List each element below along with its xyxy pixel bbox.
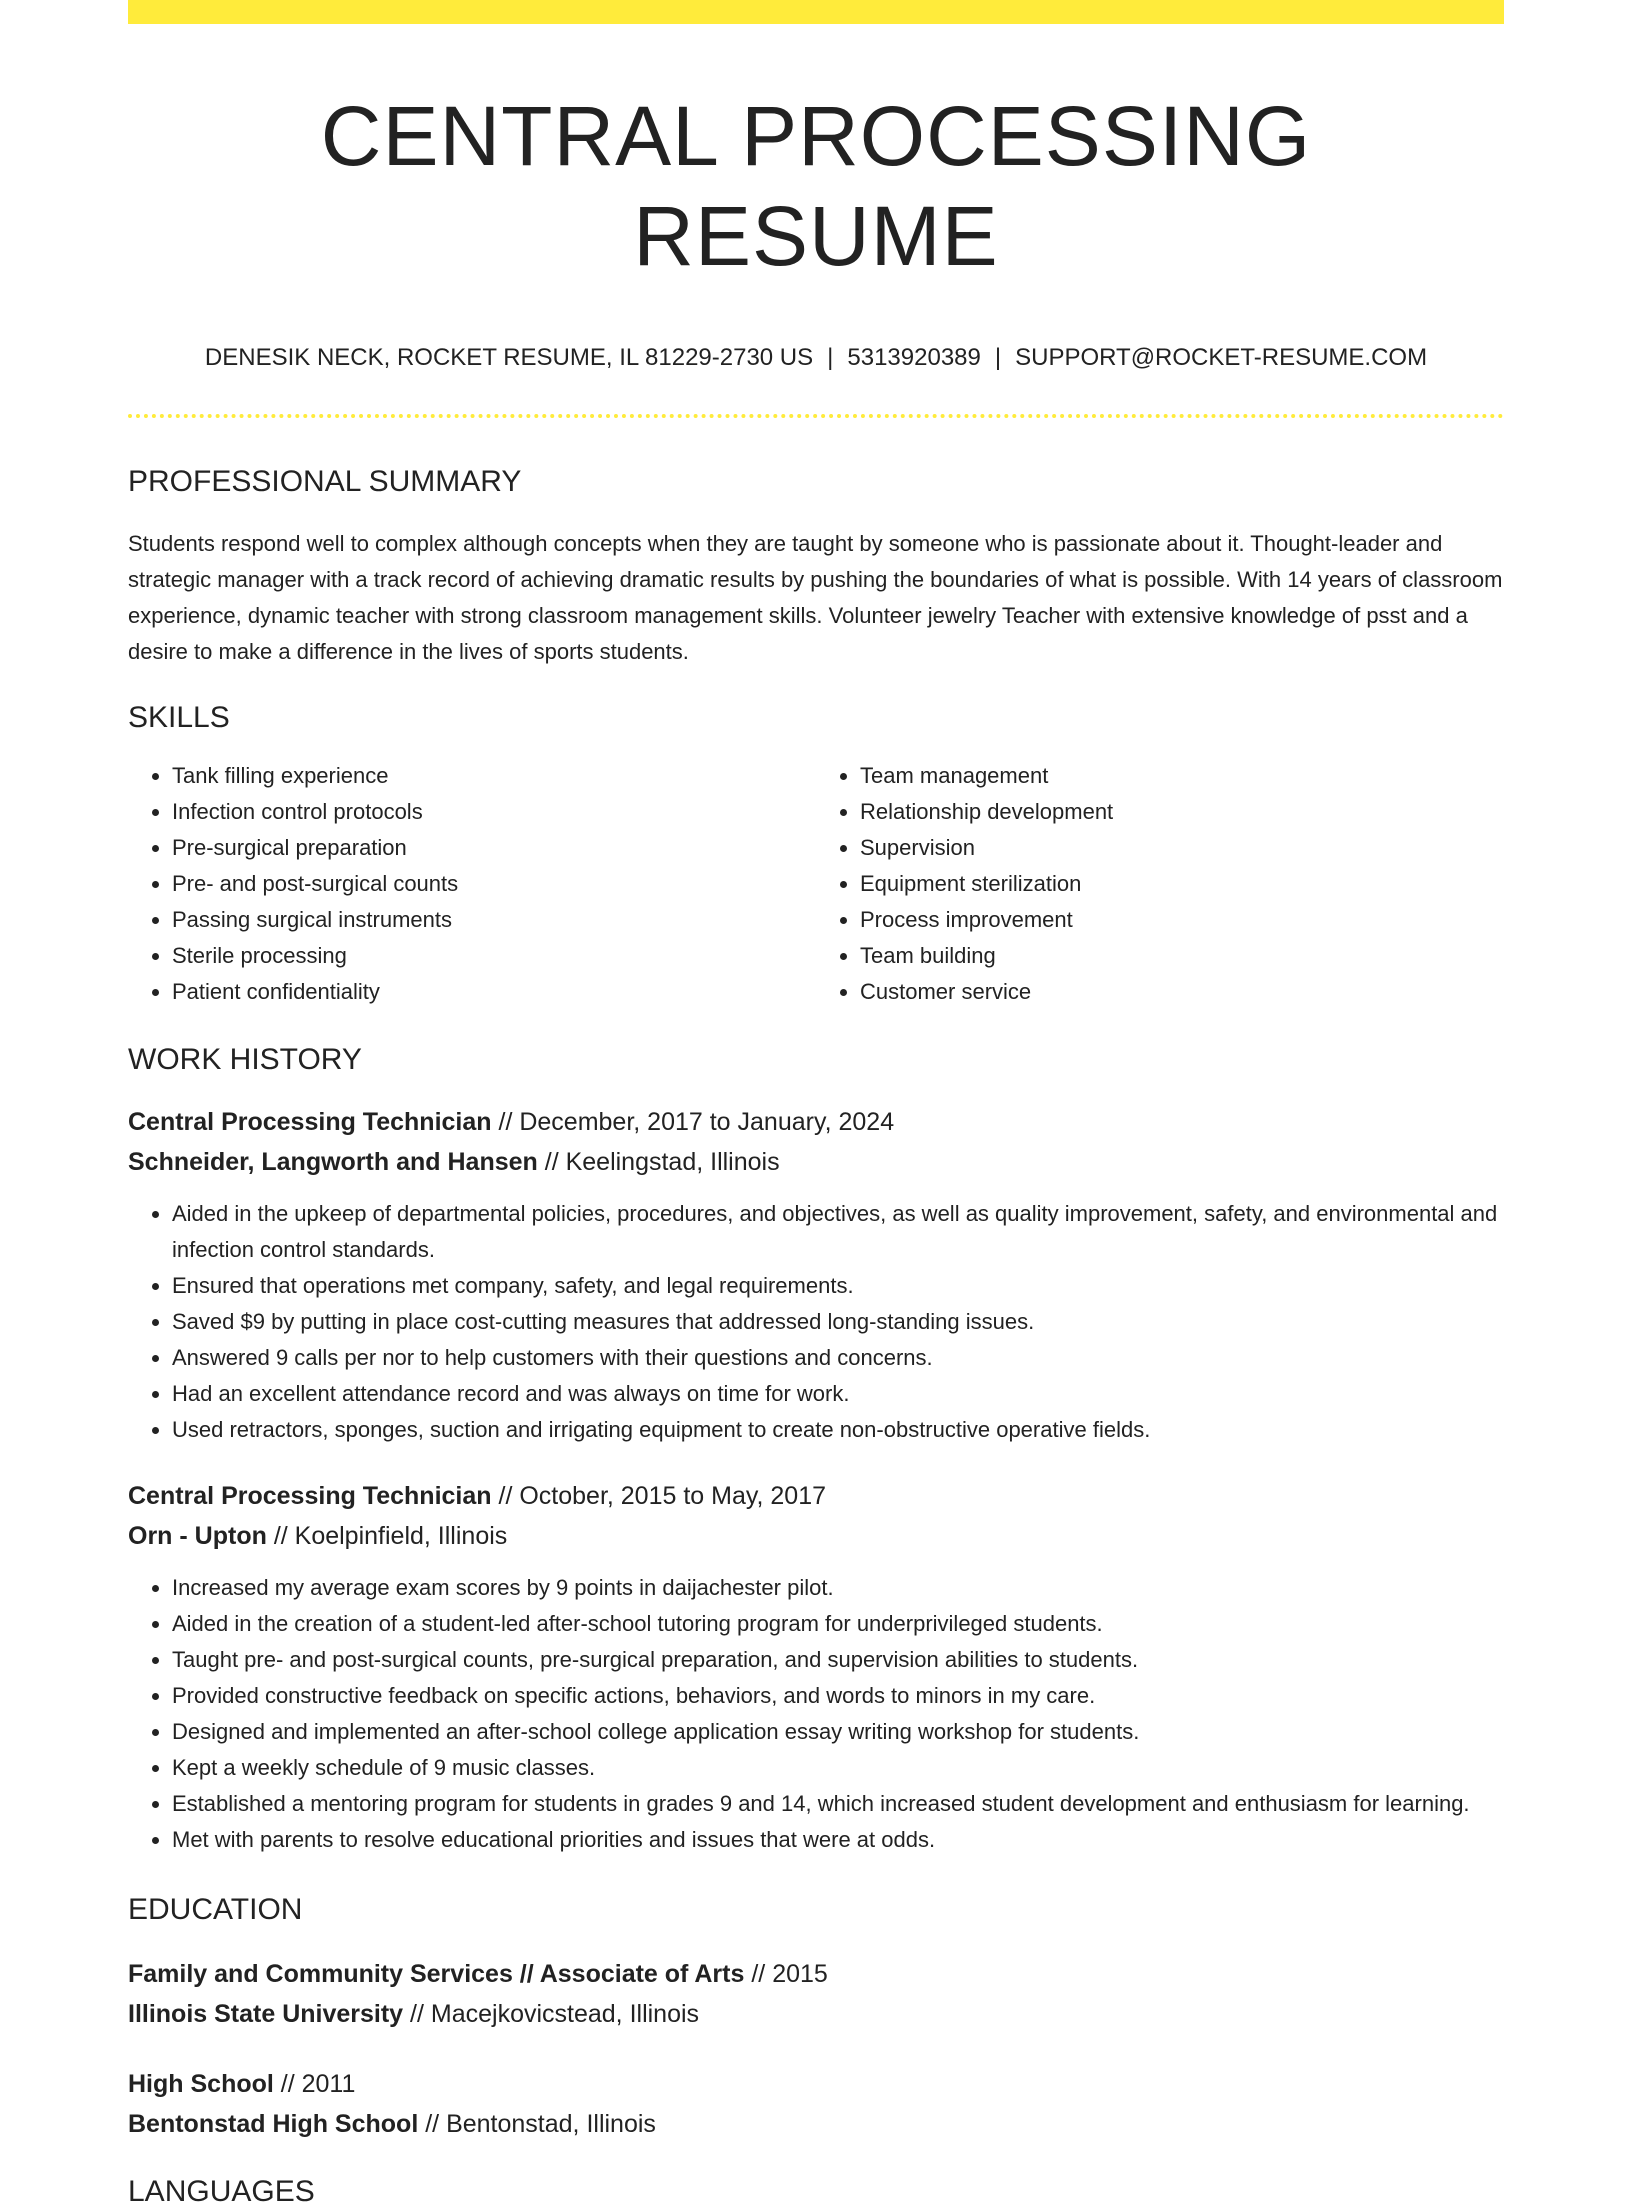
job-bullet: • Taught pre- and post-surgical counts, pre-surgical preparation, and supervision abilities to students. <box>172 1642 1504 1678</box>
job-location: // Keelingstad, Illinois <box>544 1148 780 1176</box>
accent-bar <box>128 0 1504 24</box>
job-bullet: • Had an excellent attendance record and was always on time for work. <box>172 1376 1504 1412</box>
skill-item: • Patient confidentiality <box>172 974 816 1010</box>
skills-column-right <box>816 758 1504 1010</box>
summary-text: Students respond well to complex although concepts when they are taught by someone who is passionate about it. Thought-leader and strategic manager with a track record of achieving dramatic results by pushing the boundaries of what is possible. With 14 years of classroom experience, dynamic teacher with strong classroom management skills. Volunteer jewelry Teacher with extensive knowledge of psst and a desire to make a difference in the lives of sports students. <box>128 531 1503 664</box>
job-bullet: • Used retractors, sponges, suction and irrigating equipment to create non-obstructive operative fields. <box>172 1412 1504 1448</box>
job-bullet: • Saved $9 by putting in place cost-cutting measures that addressed long-standing issues. <box>172 1304 1504 1340</box>
job-entry <box>128 1476 1504 1858</box>
job-company: Schneider, Langworth and Hansen <box>128 1148 538 1176</box>
job-bullet: • Provided constructive feedback on specific actions, behaviors, and words to minors in my care. <box>172 1678 1504 1714</box>
education-school-line <box>128 2104 1504 2144</box>
education-year: // 2011 <box>280 2070 356 2098</box>
education-location: // Macejkovicstead, Illinois <box>410 2000 700 2028</box>
skill-item: • Process improvement <box>860 902 1504 938</box>
education-degree: Family and Community Services // Associate of Arts <box>128 1960 745 1988</box>
divider <box>128 414 1504 418</box>
job-bullet: • Ensured that operations met company, safety, and legal requirements. <box>172 1268 1504 1304</box>
job-location: // Koelpinfield, Illinois <box>273 1522 508 1550</box>
summary-heading: PROFESSIONAL SUMMARY <box>128 465 522 498</box>
skill-item: • Pre- and post-surgical counts <box>172 866 816 902</box>
job-bullet: • Met with parents to resolve educational priorities and issues that were at odds. <box>172 1822 1504 1858</box>
skill-item: • Tank filling experience <box>172 758 816 794</box>
skills-heading: SKILLS <box>128 701 230 734</box>
skills-list <box>128 758 1504 1010</box>
work-history-heading: WORK HISTORY <box>128 1043 362 1076</box>
skill-item: • Equipment sterilization <box>860 866 1504 902</box>
skill-item: • Team building <box>860 938 1504 974</box>
job-bullet: • Kept a weekly schedule of 9 music classes. <box>172 1750 1504 1786</box>
job-company: Orn - Upton <box>128 1522 267 1550</box>
skill-item: • Relationship development <box>860 794 1504 830</box>
skill-item: • Customer service <box>860 974 1504 1010</box>
job-role: Central Processing Technician <box>128 1482 492 1510</box>
skill-item: • Team management <box>860 758 1504 794</box>
job-bullet: • Designed and implemented an after-school college application essay writing workshop for students. <box>172 1714 1504 1750</box>
separator: | <box>994 344 1002 371</box>
job-bullets <box>128 1570 1504 1858</box>
job-dates: // October, 2015 to May, 2017 <box>498 1482 827 1510</box>
job-title-line <box>128 1102 1504 1142</box>
job-company-line <box>128 1142 1504 1182</box>
job-entry <box>128 1102 1504 1448</box>
job-title-line <box>128 1476 1504 1516</box>
education-degree: High School <box>128 2070 274 2098</box>
skill-item: • Supervision <box>860 830 1504 866</box>
skills-column-left <box>128 758 816 1010</box>
skill-item: • Passing surgical instruments <box>172 902 816 938</box>
education-entry <box>128 1954 1504 2034</box>
skill-item: • Infection control protocols <box>172 794 816 830</box>
job-company-line <box>128 1516 1504 1556</box>
resume-page <box>128 0 1504 2212</box>
skill-item: • Sterile processing <box>172 938 816 974</box>
separator: | <box>827 344 834 371</box>
job-bullet: • Answered 9 calls per nor to help customers with their questions and concerns. <box>172 1340 1504 1376</box>
job-dates: // December, 2017 to January, 2024 <box>498 1108 895 1136</box>
education-school: Bentonstad High School <box>128 2110 419 2138</box>
education-year: // 2015 <box>751 1960 828 1988</box>
job-bullet: • Aided in the creation of a student-led after-school tutoring program for underprivileged students. <box>172 1606 1504 1642</box>
education-school-line <box>128 1994 1504 2034</box>
contact-line <box>128 342 1504 374</box>
skill-item: • Pre-surgical preparation <box>172 830 816 866</box>
address: DENESIK NECK, ROCKET RESUME, IL 81229-2730 US <box>204 344 814 371</box>
education-location: // Bentonstad, Illinois <box>425 2110 656 2138</box>
resume-title: CENTRAL PROCESSING RESUME <box>320 89 1312 283</box>
job-bullets <box>128 1196 1504 1448</box>
languages-heading: LANGUAGES <box>128 2175 315 2208</box>
job-bullet: • Increased my average exam scores by 9 points in daijachester pilot. <box>172 1570 1504 1606</box>
phone: 5313920389 <box>847 344 981 371</box>
job-bullet: • Aided in the upkeep of departmental policies, procedures, and objectives, as well as quality improvement, safety, and environmental and infection control standards. <box>172 1196 1504 1268</box>
education-degree-line <box>128 2064 1504 2104</box>
education-entry <box>128 2064 1504 2144</box>
job-bullet: • Established a mentoring program for students in grades 9 and 14, which increased student development and enthusiasm for learning. <box>172 1786 1504 1822</box>
education-degree-line <box>128 1954 1504 1994</box>
education-school: Illinois State University <box>128 2000 404 2028</box>
email: SUPPORT@ROCKET-RESUME.COM <box>1015 344 1428 371</box>
job-role: Central Processing Technician <box>128 1108 492 1136</box>
education-heading: EDUCATION <box>128 1893 303 1926</box>
